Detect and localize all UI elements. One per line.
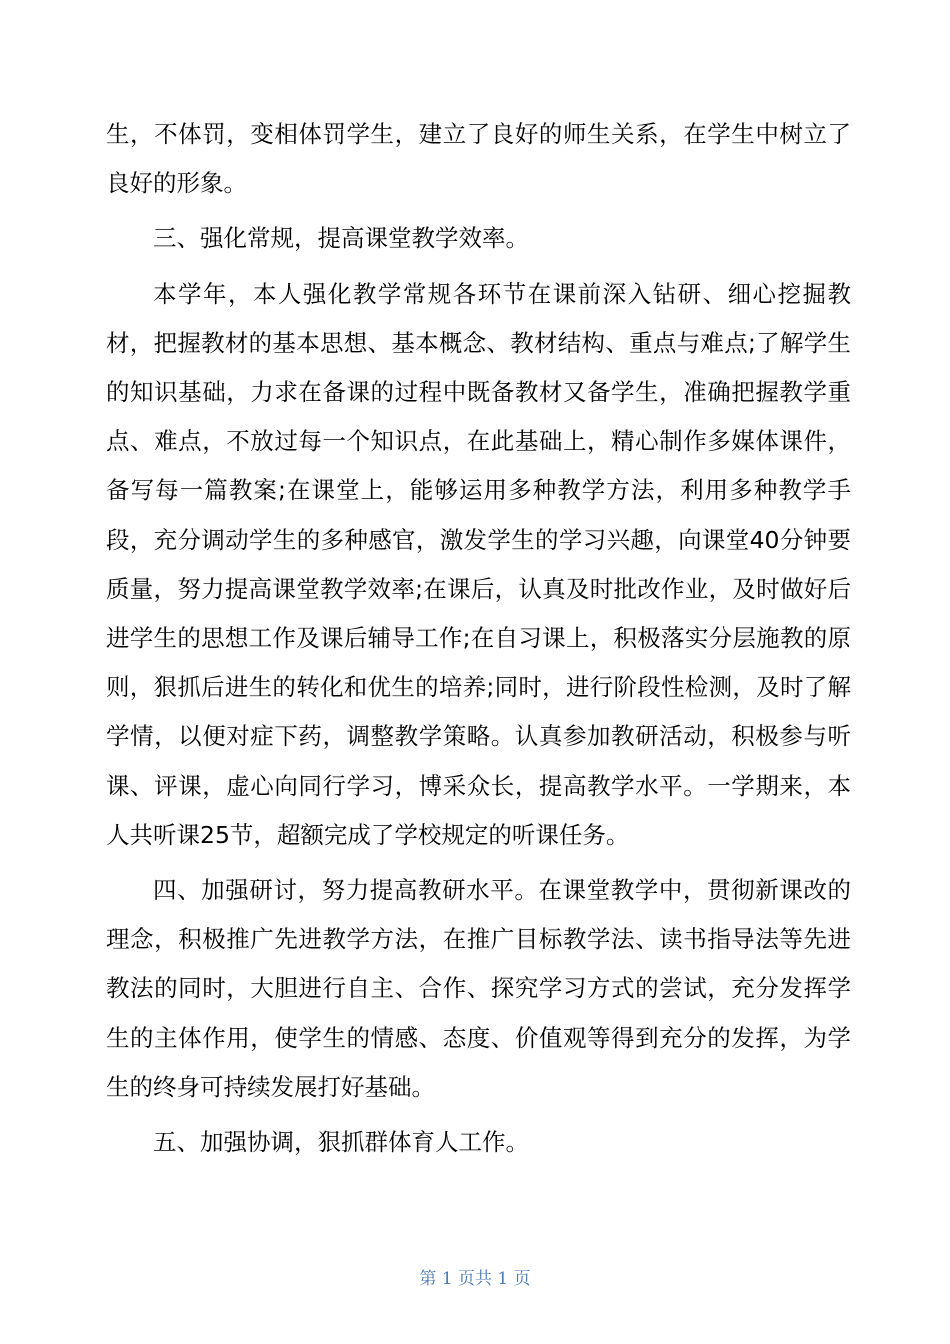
paragraph-continuation: 生，不体罚，变相体罚学生，建立了良好的师生关系，在学生中树立了良好的形象。 xyxy=(106,120,851,198)
document-body xyxy=(106,110,851,1167)
paragraph-teaching-routine: 本学年，本人强化教学常规各环节在课前深入钻研、细心挖掘教材，把握教材的基本思想、基本概念、教材结构、重点与难点;了解学生的知识基础，力求在备课的过程中既备教材又备学生，准确把握教学重点、难点，不放过每一个知识点，在此基础上，精心制作多媒体课件，备写每一篇教案;在课堂上，能够运用多种教学方法，利用多种教学手段，充分调动学生的多种感官，激发学生的学习兴趣，向课堂40分钟要质量，努力提高课堂教学效率;在课后，认真及时批改作业，及时做好后进学生的思想工作及课后辅导工作;在自习课上，积极落实分层施教的原则，狠抓后进生的转化和优生的培养;同时，进行阶段性检测，及时了解学情，以便对症下药，调整教学策略。认真参加教研活动，积极参与听课、评课，虚心向同行学习，博采众长，提高教学水平。一学期来，本人共听课25节，超额完成了学校规定的听课任务。 xyxy=(106,279,851,849)
section-heading-5: 五、加强协调，狠抓群体育人工作。 xyxy=(153,1128,529,1157)
section-heading-3: 三、强化常规，提高课堂教学效率。 xyxy=(153,224,529,253)
page-footer: 第 1 页共 1 页 xyxy=(419,1269,531,1289)
paragraph-section-4: 四、加强研讨，努力提高教研水平。在课堂教学中，贯彻新课改的理念，积极推广先进教学方法，在推广目标教学法、读书指导法等先进教法的同时，大胆进行自主、合作、探究学习方式的尝试，充分发挥学生的主体作用，使学生的情感、态度、价值观等得到充分的发挥，为学生的终身可持续发展打好基础。 xyxy=(106,876,851,1101)
